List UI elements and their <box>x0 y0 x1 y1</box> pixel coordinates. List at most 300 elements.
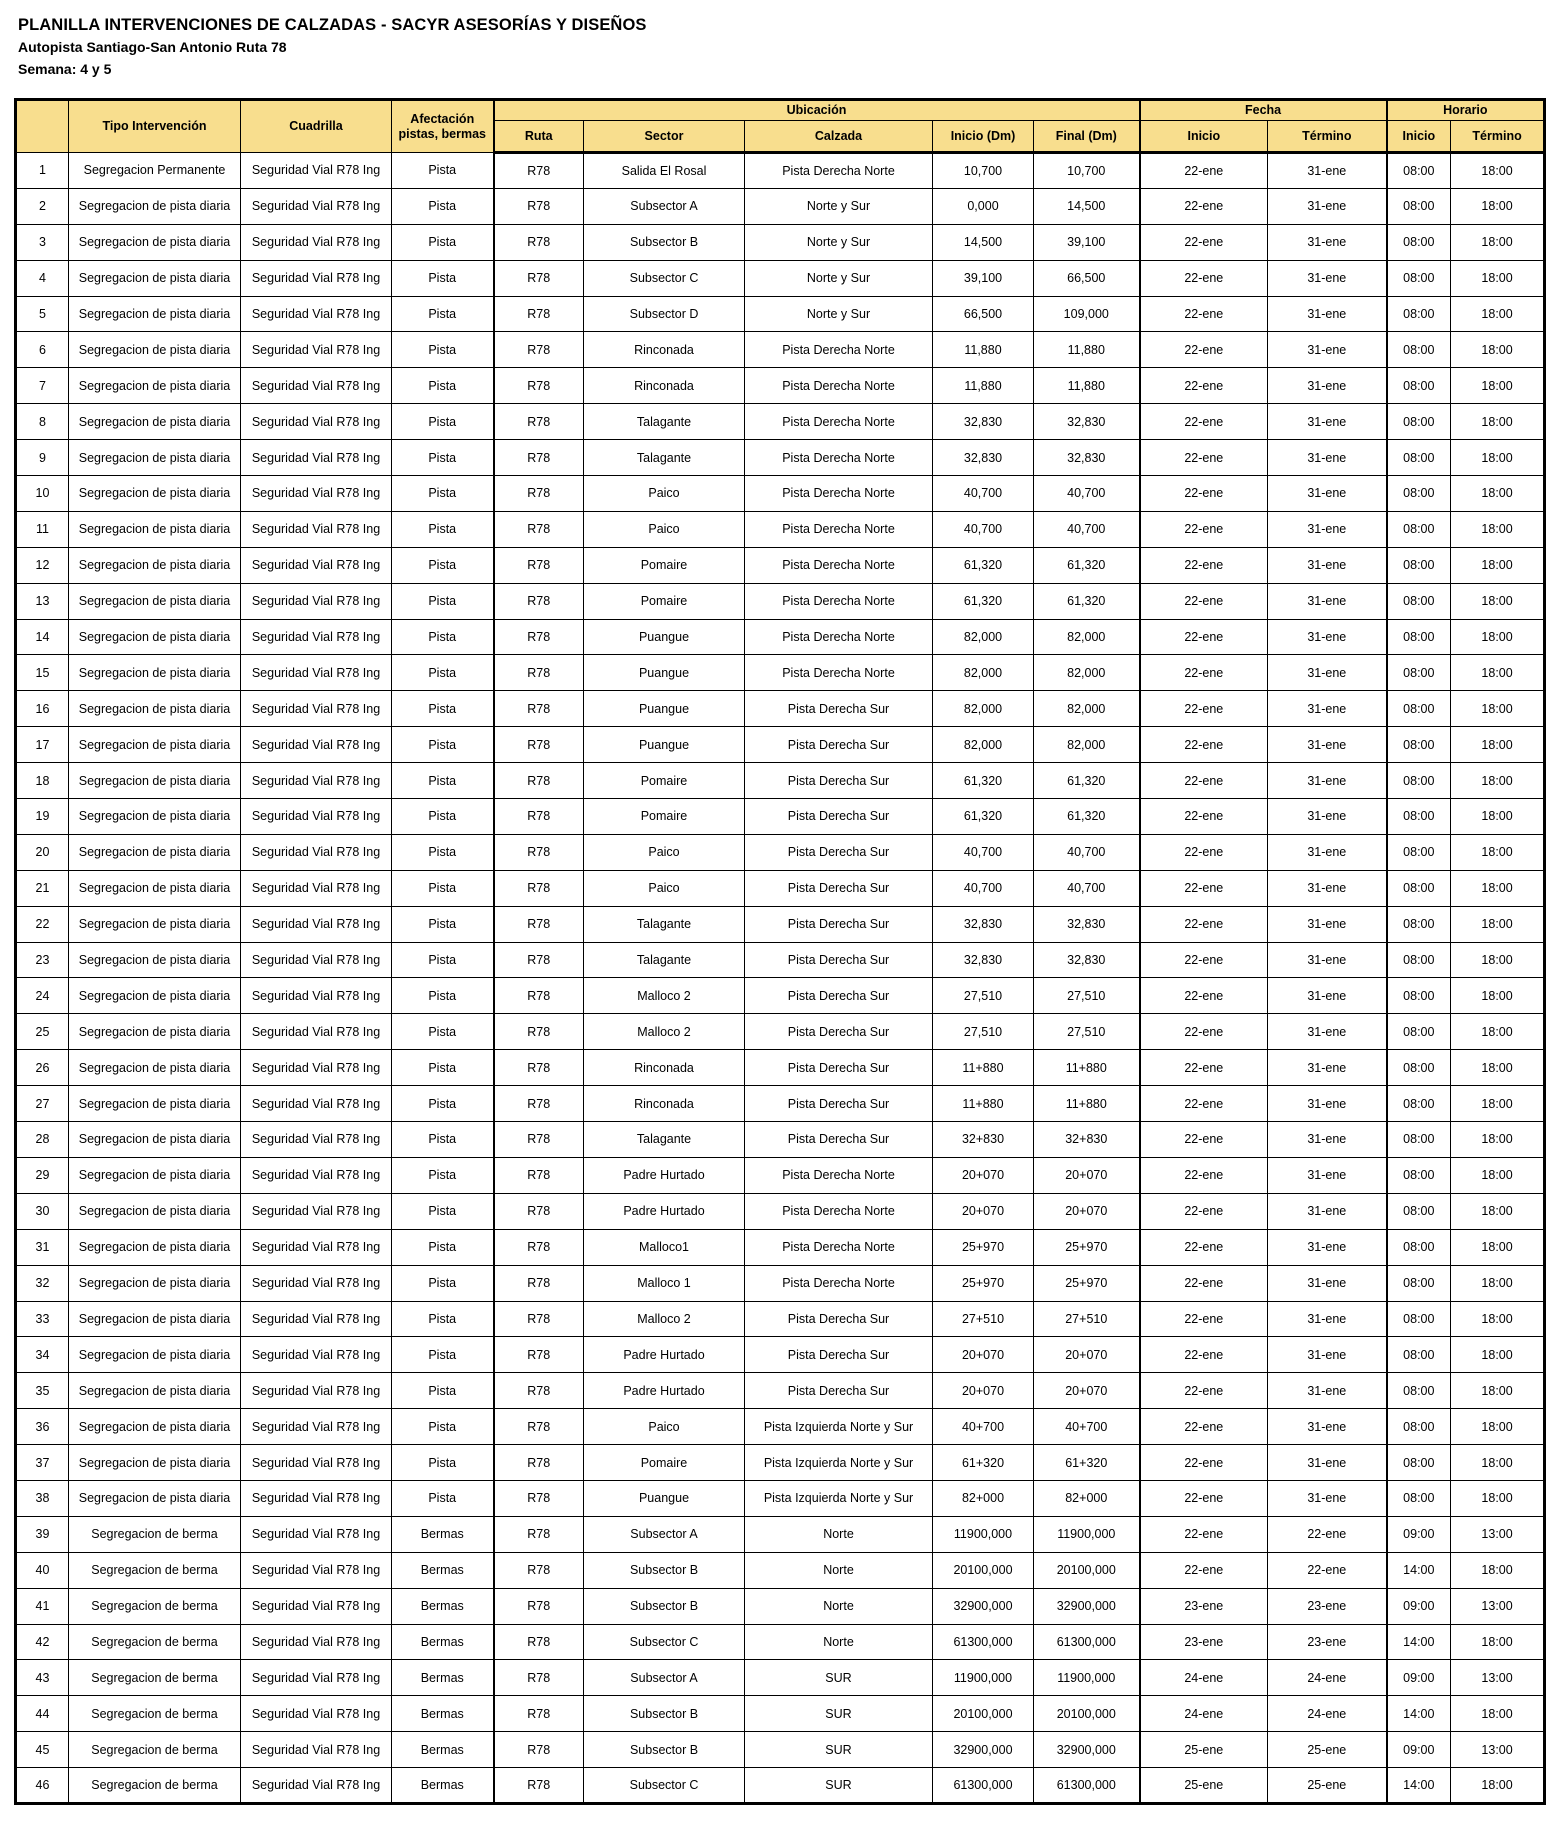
cell-cuadrilla: Seguridad Vial R78 Ing <box>241 1552 392 1588</box>
cell-fecha-termino: 31-ene <box>1268 870 1387 906</box>
table-row <box>16 260 1545 296</box>
cell-final-dm: 61,320 <box>1034 799 1140 835</box>
cell-fecha-inicio: 22-ene <box>1140 978 1268 1014</box>
cell-horario-inicio: 08:00 <box>1387 619 1451 655</box>
cell-row-number: 17 <box>16 727 69 763</box>
cell-calzada: Pista Derecha Sur <box>745 942 933 978</box>
cell-cuadrilla: Seguridad Vial R78 Ing <box>241 153 392 189</box>
cell-afectacion: Pista <box>392 1301 494 1337</box>
cell-ruta: R78 <box>494 1552 584 1588</box>
cell-sector: Subsector C <box>584 260 745 296</box>
cell-fecha-termino: 31-ene <box>1268 1086 1387 1122</box>
cell-horario-inicio: 08:00 <box>1387 727 1451 763</box>
cell-ruta: R78 <box>494 1337 584 1373</box>
cell-cuadrilla: Seguridad Vial R78 Ing <box>241 1624 392 1660</box>
cell-final-dm: 20+070 <box>1034 1157 1140 1193</box>
cell-fecha-termino: 31-ene <box>1268 1193 1387 1229</box>
cell-fecha-inicio: 22-ene <box>1140 476 1268 512</box>
cell-row-number: 22 <box>16 906 69 942</box>
cell-fecha-inicio: 22-ene <box>1140 1301 1268 1337</box>
cell-tipo-intervencion: Segregacion de pista diaria <box>69 404 241 440</box>
cell-horario-inicio: 08:00 <box>1387 224 1451 260</box>
table-row <box>16 1732 1545 1768</box>
cell-afectacion: Pista <box>392 476 494 512</box>
table-row <box>16 1696 1545 1732</box>
cell-horario-inicio: 08:00 <box>1387 1301 1451 1337</box>
cell-calzada: Norte <box>745 1588 933 1624</box>
cell-inicio-dm: 11,880 <box>933 332 1034 368</box>
cell-fecha-termino: 31-ene <box>1268 619 1387 655</box>
cell-row-number: 16 <box>16 691 69 727</box>
cell-fecha-inicio: 22-ene <box>1140 224 1268 260</box>
cell-horario-inicio: 08:00 <box>1387 153 1451 189</box>
cell-horario-termino: 18:00 <box>1451 1480 1545 1516</box>
cell-tipo-intervencion: Segregacion de pista diaria <box>69 1086 241 1122</box>
cell-cuadrilla: Seguridad Vial R78 Ing <box>241 906 392 942</box>
cell-horario-termino: 18:00 <box>1451 727 1545 763</box>
cell-inicio-dm: 82+000 <box>933 1480 1034 1516</box>
cell-final-dm: 27+510 <box>1034 1301 1140 1337</box>
cell-horario-inicio: 08:00 <box>1387 1337 1451 1373</box>
table-row <box>16 1552 1545 1588</box>
table-row <box>16 1445 1545 1481</box>
cell-horario-inicio: 08:00 <box>1387 547 1451 583</box>
cell-sector: Subsector A <box>584 1660 745 1696</box>
cell-ruta: R78 <box>494 1265 584 1301</box>
cell-tipo-intervencion: Segregacion de pista diaria <box>69 834 241 870</box>
cell-sector: Subsector C <box>584 1624 745 1660</box>
cell-ruta: R78 <box>494 799 584 835</box>
cell-sector: Talagante <box>584 440 745 476</box>
cell-horario-termino: 18:00 <box>1451 368 1545 404</box>
header-fecha-inicio: Inicio <box>1140 121 1268 153</box>
table-row <box>16 1480 1545 1516</box>
cell-row-number: 43 <box>16 1660 69 1696</box>
cell-horario-termino: 18:00 <box>1451 1265 1545 1301</box>
cell-final-dm: 32,830 <box>1034 440 1140 476</box>
cell-cuadrilla: Seguridad Vial R78 Ing <box>241 870 392 906</box>
cell-ruta: R78 <box>494 834 584 870</box>
cell-calzada: Norte y Sur <box>745 224 933 260</box>
cell-afectacion: Pista <box>392 1050 494 1086</box>
header-inicio-dm: Inicio (Dm) <box>933 121 1034 153</box>
cell-row-number: 39 <box>16 1516 69 1552</box>
table-row <box>16 476 1545 512</box>
cell-inicio-dm: 40+700 <box>933 1409 1034 1445</box>
cell-cuadrilla: Seguridad Vial R78 Ing <box>241 1337 392 1373</box>
cell-row-number: 30 <box>16 1193 69 1229</box>
cell-afectacion: Pista <box>392 1086 494 1122</box>
cell-tipo-intervencion: Segregacion de pista diaria <box>69 332 241 368</box>
cell-tipo-intervencion: Segregacion de pista diaria <box>69 476 241 512</box>
cell-ruta: R78 <box>494 1696 584 1732</box>
header-fecha-termino: Término <box>1268 121 1387 153</box>
cell-afectacion: Bermas <box>392 1660 494 1696</box>
cell-sector: Subsector B <box>584 1696 745 1732</box>
cell-tipo-intervencion: Segregacion de pista diaria <box>69 1337 241 1373</box>
cell-afectacion: Pista <box>392 978 494 1014</box>
cell-sector: Talagante <box>584 1122 745 1158</box>
cell-tipo-intervencion: Segregacion de pista diaria <box>69 1445 241 1481</box>
header-sector: Sector <box>584 121 745 153</box>
cell-fecha-inicio: 24-ene <box>1140 1660 1268 1696</box>
cell-cuadrilla: Seguridad Vial R78 Ing <box>241 834 392 870</box>
table-row <box>16 1624 1545 1660</box>
cell-fecha-inicio: 22-ene <box>1140 655 1268 691</box>
cell-horario-termino: 18:00 <box>1451 547 1545 583</box>
cell-tipo-intervencion: Segregacion Permanente <box>69 153 241 189</box>
cell-fecha-termino: 31-ene <box>1268 1014 1387 1050</box>
table-row <box>16 978 1545 1014</box>
cell-ruta: R78 <box>494 1050 584 1086</box>
cell-horario-termino: 18:00 <box>1451 511 1545 547</box>
table-row <box>16 1086 1545 1122</box>
cell-fecha-inicio: 22-ene <box>1140 1157 1268 1193</box>
cell-cuadrilla: Seguridad Vial R78 Ing <box>241 1229 392 1265</box>
cell-final-dm: 61,320 <box>1034 763 1140 799</box>
cell-horario-termino: 18:00 <box>1451 1409 1545 1445</box>
cell-afectacion: Pista <box>392 1122 494 1158</box>
cell-horario-inicio: 09:00 <box>1387 1660 1451 1696</box>
table-row <box>16 1373 1545 1409</box>
cell-final-dm: 25+970 <box>1034 1229 1140 1265</box>
cell-calzada: Pista Derecha Norte <box>745 583 933 619</box>
cell-sector: Padre Hurtado <box>584 1373 745 1409</box>
cell-tipo-intervencion: Segregacion de berma <box>69 1588 241 1624</box>
cell-row-number: 2 <box>16 188 69 224</box>
cell-calzada: Pista Derecha Norte <box>745 476 933 512</box>
cell-ruta: R78 <box>494 1301 584 1337</box>
cell-calzada: Norte <box>745 1516 933 1552</box>
cell-horario-termino: 18:00 <box>1451 691 1545 727</box>
cell-inicio-dm: 61,320 <box>933 583 1034 619</box>
cell-inicio-dm: 11,880 <box>933 368 1034 404</box>
page-subtitle: Autopista Santiago-San Antonio Ruta 78 <box>18 39 287 55</box>
cell-inicio-dm: 32900,000 <box>933 1732 1034 1768</box>
cell-ruta: R78 <box>494 763 584 799</box>
header-cuadrilla: Cuadrilla <box>241 100 392 153</box>
cell-calzada: Pista Derecha Sur <box>745 1086 933 1122</box>
cell-horario-inicio: 08:00 <box>1387 1480 1451 1516</box>
cell-fecha-inicio: 22-ene <box>1140 1265 1268 1301</box>
cell-afectacion: Pista <box>392 547 494 583</box>
cell-inicio-dm: 32+830 <box>933 1122 1034 1158</box>
cell-afectacion: Pista <box>392 942 494 978</box>
cell-tipo-intervencion: Segregacion de pista diaria <box>69 368 241 404</box>
cell-fecha-inicio: 22-ene <box>1140 1516 1268 1552</box>
cell-row-number: 10 <box>16 476 69 512</box>
cell-inicio-dm: 20100,000 <box>933 1696 1034 1732</box>
cell-inicio-dm: 0,000 <box>933 188 1034 224</box>
cell-inicio-dm: 25+970 <box>933 1265 1034 1301</box>
table-row <box>16 1050 1545 1086</box>
cell-ruta: R78 <box>494 1193 584 1229</box>
cell-tipo-intervencion: Segregacion de pista diaria <box>69 727 241 763</box>
cell-horario-termino: 18:00 <box>1451 332 1545 368</box>
table-row <box>16 1516 1545 1552</box>
cell-fecha-termino: 31-ene <box>1268 1301 1387 1337</box>
cell-inicio-dm: 40,700 <box>933 870 1034 906</box>
cell-cuadrilla: Seguridad Vial R78 Ing <box>241 1265 392 1301</box>
header-afectacion: Afectación pistas, bermas <box>392 100 494 153</box>
cell-row-number: 41 <box>16 1588 69 1624</box>
cell-horario-termino: 18:00 <box>1451 763 1545 799</box>
cell-fecha-inicio: 22-ene <box>1140 1409 1268 1445</box>
cell-sector: Rinconada <box>584 332 745 368</box>
header-final-dm: Final (Dm) <box>1034 121 1140 153</box>
cell-afectacion: Bermas <box>392 1516 494 1552</box>
cell-afectacion: Bermas <box>392 1588 494 1624</box>
cell-ruta: R78 <box>494 942 584 978</box>
cell-calzada: Pista Derecha Norte <box>745 1193 933 1229</box>
cell-fecha-inicio: 22-ene <box>1140 942 1268 978</box>
cell-ruta: R78 <box>494 332 584 368</box>
cell-inicio-dm: 66,500 <box>933 296 1034 332</box>
cell-calzada: Pista Derecha Sur <box>745 1050 933 1086</box>
cell-row-number: 14 <box>16 619 69 655</box>
cell-horario-inicio: 08:00 <box>1387 188 1451 224</box>
cell-horario-inicio: 08:00 <box>1387 1157 1451 1193</box>
cell-inicio-dm: 20+070 <box>933 1193 1034 1229</box>
cell-cuadrilla: Seguridad Vial R78 Ing <box>241 1516 392 1552</box>
cell-afectacion: Pista <box>392 1229 494 1265</box>
cell-fecha-termino: 22-ene <box>1268 1552 1387 1588</box>
cell-ruta: R78 <box>494 1660 584 1696</box>
cell-horario-termino: 18:00 <box>1451 1624 1545 1660</box>
cell-fecha-inicio: 22-ene <box>1140 153 1268 189</box>
cell-afectacion: Pista <box>392 727 494 763</box>
cell-cuadrilla: Seguridad Vial R78 Ing <box>241 1696 392 1732</box>
cell-horario-inicio: 08:00 <box>1387 404 1451 440</box>
cell-tipo-intervencion: Segregacion de pista diaria <box>69 1122 241 1158</box>
cell-calzada: Pista Derecha Sur <box>745 834 933 870</box>
cell-horario-termino: 18:00 <box>1451 1229 1545 1265</box>
cell-row-number: 5 <box>16 296 69 332</box>
cell-inicio-dm: 27,510 <box>933 1014 1034 1050</box>
cell-tipo-intervencion: Segregacion de pista diaria <box>69 870 241 906</box>
cell-inicio-dm: 32,830 <box>933 404 1034 440</box>
cell-row-number: 7 <box>16 368 69 404</box>
cell-row-number: 42 <box>16 1624 69 1660</box>
cell-final-dm: 40,700 <box>1034 834 1140 870</box>
cell-calzada: Pista Derecha Norte <box>745 368 933 404</box>
cell-calzada: Pista Izquierda Norte y Sur <box>745 1445 933 1481</box>
page-week: Semana: 4 y 5 <box>18 61 112 77</box>
cell-horario-inicio: 08:00 <box>1387 978 1451 1014</box>
cell-row-number: 45 <box>16 1732 69 1768</box>
cell-sector: Malloco 2 <box>584 978 745 1014</box>
cell-cuadrilla: Seguridad Vial R78 Ing <box>241 476 392 512</box>
cell-fecha-inicio: 23-ene <box>1140 1624 1268 1660</box>
header-horario-inicio: Inicio <box>1387 121 1451 153</box>
cell-ruta: R78 <box>494 511 584 547</box>
cell-calzada: Pista Derecha Sur <box>745 1122 933 1158</box>
cell-cuadrilla: Seguridad Vial R78 Ing <box>241 1373 392 1409</box>
cell-fecha-termino: 31-ene <box>1268 906 1387 942</box>
cell-row-number: 23 <box>16 942 69 978</box>
cell-ruta: R78 <box>494 655 584 691</box>
cell-fecha-termino: 31-ene <box>1268 1373 1387 1409</box>
cell-fecha-termino: 31-ene <box>1268 440 1387 476</box>
cell-row-number: 38 <box>16 1480 69 1516</box>
cell-horario-inicio: 08:00 <box>1387 260 1451 296</box>
cell-cuadrilla: Seguridad Vial R78 Ing <box>241 1480 392 1516</box>
cell-cuadrilla: Seguridad Vial R78 Ing <box>241 368 392 404</box>
cell-fecha-inicio: 22-ene <box>1140 727 1268 763</box>
cell-sector: Talagante <box>584 906 745 942</box>
cell-cuadrilla: Seguridad Vial R78 Ing <box>241 1301 392 1337</box>
cell-row-number: 21 <box>16 870 69 906</box>
cell-sector: Pomaire <box>584 547 745 583</box>
cell-inicio-dm: 40,700 <box>933 476 1034 512</box>
cell-ruta: R78 <box>494 404 584 440</box>
cell-fecha-inicio: 22-ene <box>1140 1193 1268 1229</box>
table-row <box>16 583 1545 619</box>
cell-inicio-dm: 11900,000 <box>933 1660 1034 1696</box>
cell-calzada: Pista Derecha Norte <box>745 1265 933 1301</box>
cell-fecha-inicio: 22-ene <box>1140 332 1268 368</box>
cell-calzada: Pista Derecha Norte <box>745 511 933 547</box>
cell-horario-inicio: 14:00 <box>1387 1552 1451 1588</box>
cell-horario-termino: 13:00 <box>1451 1732 1545 1768</box>
cell-inicio-dm: 14,500 <box>933 224 1034 260</box>
cell-horario-termino: 18:00 <box>1451 799 1545 835</box>
cell-afectacion: Bermas <box>392 1732 494 1768</box>
cell-ruta: R78 <box>494 1409 584 1445</box>
cell-horario-inicio: 08:00 <box>1387 368 1451 404</box>
cell-inicio-dm: 61,320 <box>933 799 1034 835</box>
cell-row-number: 18 <box>16 763 69 799</box>
cell-calzada: Pista Derecha Norte <box>745 1229 933 1265</box>
cell-horario-inicio: 08:00 <box>1387 942 1451 978</box>
cell-fecha-termino: 31-ene <box>1268 224 1387 260</box>
cell-horario-termino: 18:00 <box>1451 1014 1545 1050</box>
cell-tipo-intervencion: Segregacion de pista diaria <box>69 260 241 296</box>
cell-cuadrilla: Seguridad Vial R78 Ing <box>241 978 392 1014</box>
cell-fecha-termino: 25-ene <box>1268 1768 1387 1804</box>
cell-horario-termino: 18:00 <box>1451 476 1545 512</box>
cell-tipo-intervencion: Segregacion de pista diaria <box>69 1229 241 1265</box>
cell-tipo-intervencion: Segregacion de pista diaria <box>69 511 241 547</box>
cell-fecha-inicio: 22-ene <box>1140 440 1268 476</box>
cell-sector: Paico <box>584 834 745 870</box>
cell-sector: Malloco 2 <box>584 1301 745 1337</box>
cell-final-dm: 40,700 <box>1034 476 1140 512</box>
cell-inicio-dm: 32,830 <box>933 440 1034 476</box>
cell-tipo-intervencion: Segregacion de pista diaria <box>69 296 241 332</box>
cell-inicio-dm: 25+970 <box>933 1229 1034 1265</box>
cell-row-number: 6 <box>16 332 69 368</box>
cell-sector: Paico <box>584 870 745 906</box>
cell-afectacion: Pista <box>392 1445 494 1481</box>
cell-ruta: R78 <box>494 1086 584 1122</box>
cell-row-number: 12 <box>16 547 69 583</box>
cell-afectacion: Pista <box>392 1157 494 1193</box>
cell-fecha-inicio: 22-ene <box>1140 1480 1268 1516</box>
table-row <box>16 224 1545 260</box>
cell-calzada: SUR <box>745 1660 933 1696</box>
cell-tipo-intervencion: Segregacion de berma <box>69 1516 241 1552</box>
cell-horario-inicio: 08:00 <box>1387 511 1451 547</box>
cell-row-number: 29 <box>16 1157 69 1193</box>
cell-sector: Subsector C <box>584 1768 745 1804</box>
cell-afectacion: Pista <box>392 1480 494 1516</box>
cell-sector: Pomaire <box>584 1445 745 1481</box>
cell-inicio-dm: 20100,000 <box>933 1552 1034 1588</box>
table-row <box>16 942 1545 978</box>
cell-horario-inicio: 08:00 <box>1387 655 1451 691</box>
cell-ruta: R78 <box>494 1122 584 1158</box>
cell-final-dm: 82,000 <box>1034 727 1140 763</box>
cell-horario-inicio: 14:00 <box>1387 1696 1451 1732</box>
cell-ruta: R78 <box>494 870 584 906</box>
cell-final-dm: 40,700 <box>1034 870 1140 906</box>
cell-ruta: R78 <box>494 1516 584 1552</box>
cell-final-dm: 11900,000 <box>1034 1660 1140 1696</box>
table-row <box>16 188 1545 224</box>
cell-inicio-dm: 11+880 <box>933 1050 1034 1086</box>
cell-afectacion: Pista <box>392 1409 494 1445</box>
header-tipo-intervencion: Tipo Intervención <box>69 100 241 153</box>
cell-horario-termino: 18:00 <box>1451 1373 1545 1409</box>
cell-inicio-dm: 32,830 <box>933 942 1034 978</box>
cell-horario-termino: 18:00 <box>1451 1768 1545 1804</box>
cell-ruta: R78 <box>494 1373 584 1409</box>
header-ruta: Ruta <box>494 121 584 153</box>
cell-fecha-termino: 31-ene <box>1268 1337 1387 1373</box>
cell-fecha-inicio: 22-ene <box>1140 260 1268 296</box>
cell-row-number: 35 <box>16 1373 69 1409</box>
cell-calzada: SUR <box>745 1768 933 1804</box>
cell-tipo-intervencion: Segregacion de pista diaria <box>69 1157 241 1193</box>
cell-horario-inicio: 09:00 <box>1387 1588 1451 1624</box>
cell-final-dm: 32,830 <box>1034 404 1140 440</box>
cell-sector: Puangue <box>584 1480 745 1516</box>
cell-final-dm: 82,000 <box>1034 655 1140 691</box>
cell-fecha-termino: 31-ene <box>1268 1157 1387 1193</box>
cell-sector: Rinconada <box>584 368 745 404</box>
cell-row-number: 36 <box>16 1409 69 1445</box>
cell-horario-termino: 18:00 <box>1451 260 1545 296</box>
cell-row-number: 44 <box>16 1696 69 1732</box>
cell-fecha-termino: 31-ene <box>1268 834 1387 870</box>
cell-final-dm: 82,000 <box>1034 691 1140 727</box>
cell-ruta: R78 <box>494 476 584 512</box>
cell-horario-inicio: 08:00 <box>1387 1373 1451 1409</box>
cell-horario-termino: 18:00 <box>1451 655 1545 691</box>
cell-afectacion: Pista <box>392 332 494 368</box>
cell-fecha-inicio: 22-ene <box>1140 834 1268 870</box>
cell-sector: Subsector A <box>584 188 745 224</box>
table-row <box>16 691 1545 727</box>
cell-horario-termino: 13:00 <box>1451 1516 1545 1552</box>
cell-cuadrilla: Seguridad Vial R78 Ing <box>241 1660 392 1696</box>
cell-fecha-termino: 31-ene <box>1268 296 1387 332</box>
cell-fecha-inicio: 23-ene <box>1140 1588 1268 1624</box>
cell-fecha-inicio: 22-ene <box>1140 1337 1268 1373</box>
cell-ruta: R78 <box>494 978 584 1014</box>
cell-row-number: 40 <box>16 1552 69 1588</box>
cell-inicio-dm: 61+320 <box>933 1445 1034 1481</box>
cell-inicio-dm: 32,830 <box>933 906 1034 942</box>
cell-sector: Pomaire <box>584 799 745 835</box>
cell-inicio-dm: 82,000 <box>933 727 1034 763</box>
cell-tipo-intervencion: Segregacion de pista diaria <box>69 1301 241 1337</box>
cell-cuadrilla: Seguridad Vial R78 Ing <box>241 332 392 368</box>
cell-fecha-inicio: 22-ene <box>1140 404 1268 440</box>
cell-calzada: Pista Derecha Sur <box>745 691 933 727</box>
cell-final-dm: 32,830 <box>1034 906 1140 942</box>
